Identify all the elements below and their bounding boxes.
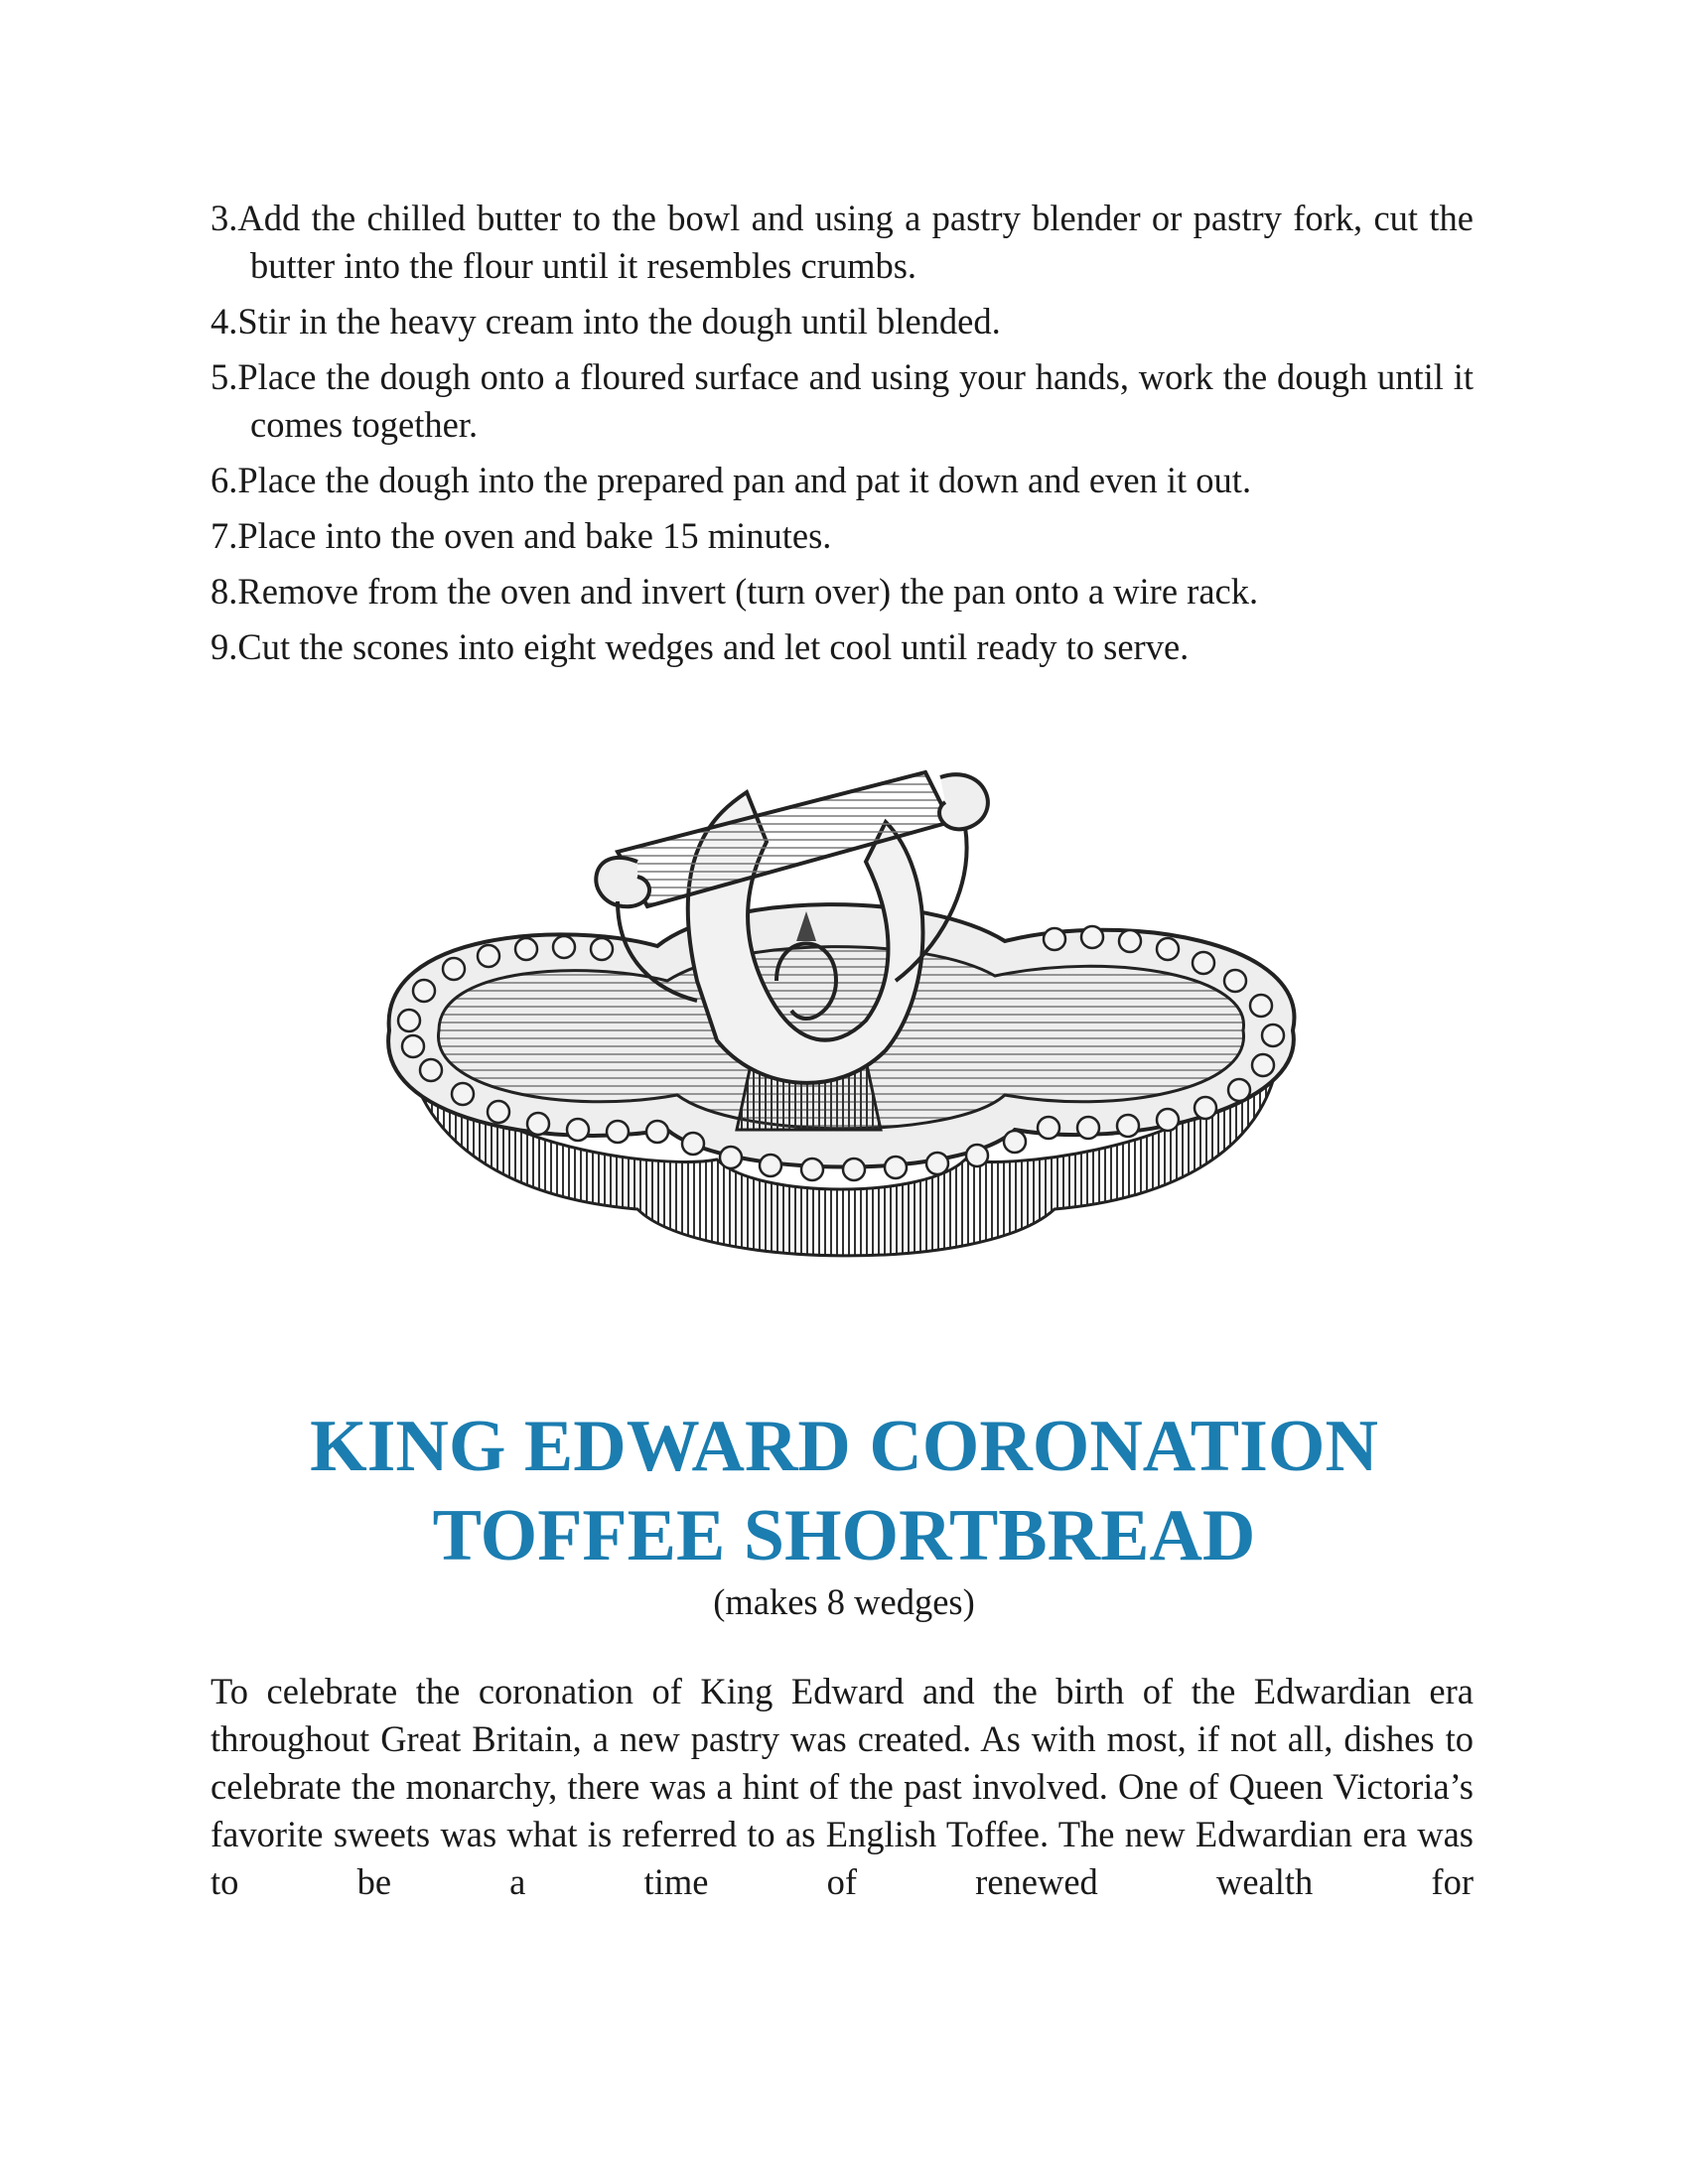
instruction-step: 9.Cut the scones into eight wedges and let cool until ready to serve.: [211, 626, 1190, 667]
engraved-serving-dish-icon: [369, 733, 1313, 1289]
instruction-step: 8.Remove from the oven and invert (turn over) the pan onto a wire rack.: [211, 571, 1259, 612]
recipe-intro-paragraph: To celebrate the coronation of King Edward and the birth of the Edwardian era throughout Great Britain, a new pastry was created. As with most, if not all, dishes to celebrate the monarchy, there was a hint of the past involved. One of Queen Victoria’s favorite sweets was what is referred to as English Toffee. The new Edwardian era was to be a time of renewed wealth for: [211, 1671, 1474, 1902]
instruction-list: [211, 195, 1474, 679]
recipe-title-line-2: TOFFEE SHORTBREAD: [432, 1495, 1256, 1576]
instruction-step: 3.Add the chilled butter to the bowl and using a pastry blender or pastry fork, cut the butter into the flour until it resembles crumbs.: [211, 198, 1474, 286]
recipe-title-line-1: KING EDWARD CORONATION: [310, 1406, 1378, 1487]
instruction-step: 5.Place the dough onto a floured surface and using your hands, work the dough until it comes together.: [211, 356, 1474, 445]
recipe-title: [149, 1402, 1539, 1580]
instruction-step: 6.Place the dough into the prepared pan and pat it down and even it out.: [211, 460, 1252, 500]
recipe-yield: (makes 8 wedges): [713, 1581, 975, 1622]
instruction-step: 4.Stir in the heavy cream into the dough until blended.: [211, 301, 1001, 341]
instruction-step: 7.Place into the oven and bake 15 minutes.: [211, 515, 832, 556]
